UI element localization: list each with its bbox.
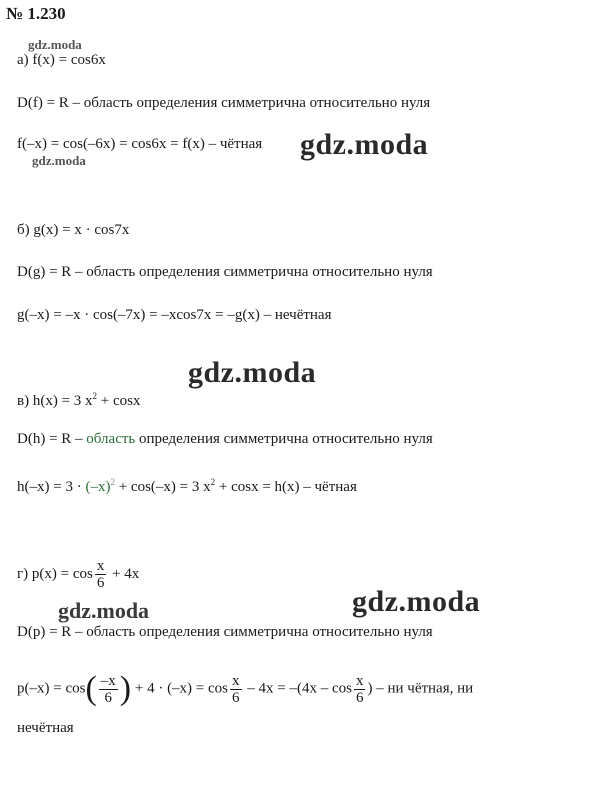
part-v-function-head: в) h(x) = 3 x <box>17 393 93 409</box>
fraction <box>99 673 118 706</box>
part-v-function-tail: + cosx <box>97 393 141 409</box>
part-v-domain-highlight: область <box>86 431 136 447</box>
fraction <box>354 673 366 706</box>
part-v-check-paren: (–x) <box>85 479 111 495</box>
exponent: 2 <box>210 477 216 487</box>
part-g-function-tail: + 4x <box>108 565 140 582</box>
watermark: gdz.moda <box>28 37 82 52</box>
watermark: gdz.moda <box>352 585 481 618</box>
part-a-parity-check: f(–x) = cos(–6x) = cos6x = f(x) – чётная <box>17 136 263 152</box>
part-g-check-c: – 4x = –(4x – cos <box>243 680 352 697</box>
part-a-function: а) f(x) = cos6x <box>17 52 106 68</box>
part-g-check-b: + 4 · (–x) = cos <box>131 680 229 697</box>
left-paren: ( <box>85 670 97 707</box>
part-v-parity-check <box>17 473 357 496</box>
part-b-domain: D(g) = R – область определения симметрична относительно нуля <box>17 264 433 280</box>
part-b-parity-check: g(–x) = –x · cos(–7x) = –xcos7x = –g(x) – нечётная <box>17 307 332 323</box>
part-v-domain-head: D(h) = R – <box>17 431 87 447</box>
part-g-domain: D(p) = R – область определения симметрична относительно нуля <box>17 624 433 640</box>
watermark: gdz.moda <box>300 128 429 161</box>
part-v-function <box>17 387 141 410</box>
part-v-domain-tail: определения симметрична относительно нуля <box>135 431 433 447</box>
part-v-check-head: h(–x) = 3 · <box>17 479 86 495</box>
part-g-check-a: p(–x) = cos <box>17 680 86 697</box>
fraction-numerator: x <box>96 558 105 574</box>
right-paren: ) <box>119 670 132 707</box>
part-g-parity-check-continued: нечётная <box>17 720 74 736</box>
part-v-check-tail: + cosx = h(x) – чётная <box>215 479 357 495</box>
part-g-parity-check <box>17 672 473 706</box>
fraction <box>95 558 107 591</box>
part-v-domain <box>17 430 433 448</box>
fraction <box>230 673 242 706</box>
part-g-function <box>17 558 139 591</box>
part-b-function: б) g(x) = x · cos7x <box>17 222 130 238</box>
part-a-domain: D(f) = R – область определения симметрична относительно нуля <box>17 95 431 111</box>
part-v-check-mid: + cos(–x) = 3 x <box>114 479 211 495</box>
watermark: gdz.moda <box>188 356 317 389</box>
part-g-check-d: ) – ни чётная, ни <box>367 680 474 697</box>
exercise-number: № 1.230 <box>6 4 66 23</box>
fraction-numerator: –x <box>100 672 116 689</box>
fraction-denominator: 6 <box>232 689 240 706</box>
part-g-function-head: г) p(x) = cos <box>17 565 93 582</box>
fraction-denominator: 6 <box>96 575 105 591</box>
watermark: gdz.moda <box>58 598 150 623</box>
exponent: 2 <box>92 391 98 401</box>
fraction-numerator: x <box>232 672 240 689</box>
exponent: 2 <box>110 477 115 487</box>
fraction-denominator: 6 <box>104 689 113 706</box>
watermark: gdz.moda <box>32 153 86 168</box>
fraction-numerator: x <box>355 672 364 689</box>
fraction-denominator: 6 <box>355 689 364 706</box>
